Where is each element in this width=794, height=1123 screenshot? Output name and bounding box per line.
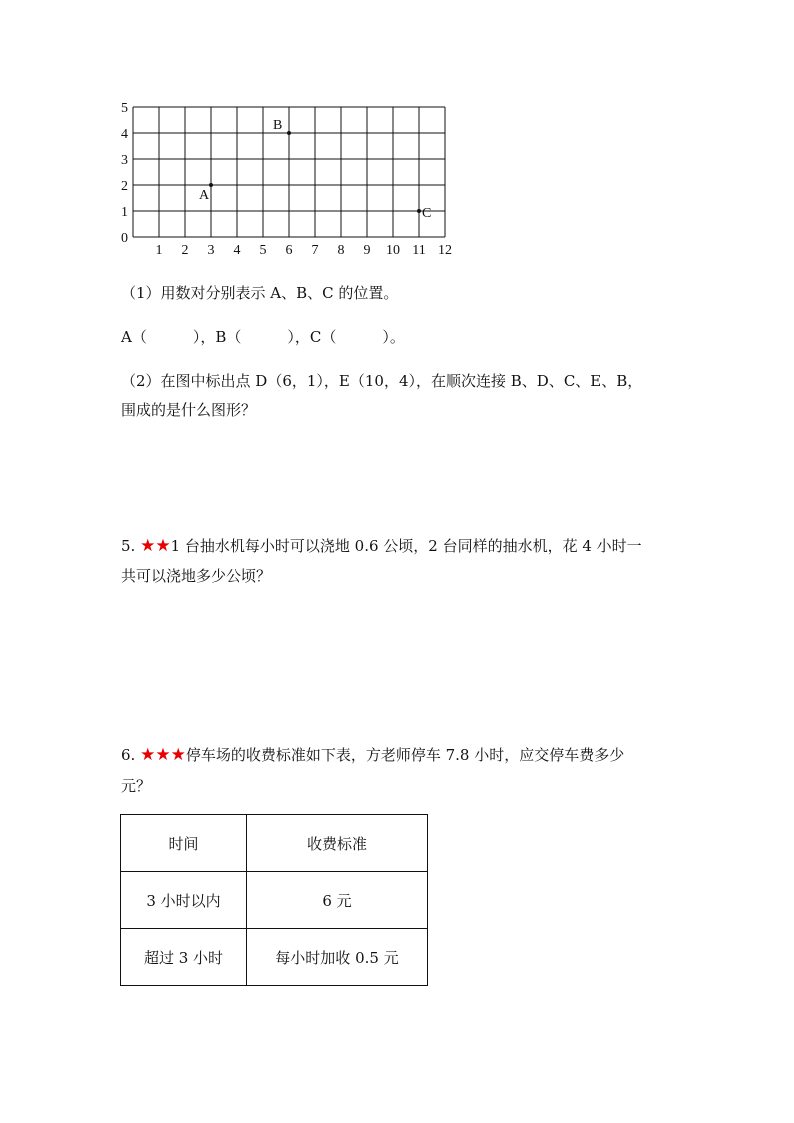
x-tick-label: 9 (363, 243, 371, 258)
grid-point-c (417, 209, 421, 213)
table-cell: 6 元 (247, 872, 428, 929)
x-tick-label: 12 (438, 243, 452, 258)
q5-line2: 共可以浇地多少公顷？ (121, 567, 272, 585)
table-header-cell: 收费标准 (247, 815, 428, 872)
q4-answer-line (121, 327, 405, 347)
x-tick-label: 10 (386, 243, 400, 258)
grid-point-label: C (422, 206, 432, 221)
q6-line2: 元？ (121, 777, 152, 795)
x-tick-label: 6 (285, 243, 293, 258)
q5-text-line1: 1 台抽水机每小时可以浇地 0.6 公顷，2 台同样的抽水机，花 4 小时一 (170, 537, 642, 555)
table-header-row (121, 815, 428, 872)
x-tick-label: 1 (155, 243, 163, 258)
q4-part2-line2: 围成的是什么图形？ (121, 401, 257, 419)
parking-fee-table (120, 814, 428, 986)
x-tick-label: 2 (181, 243, 189, 258)
q6-number: 6. (121, 746, 136, 764)
coordinate-grid-chart (112, 100, 462, 260)
table-header-cell: 时间 (121, 815, 247, 872)
x-tick-label: 8 (337, 243, 345, 258)
q4-part1-text: （1）用数对分别表示 A、B、C 的位置。 (121, 284, 399, 302)
x-tick-label: 11 (412, 243, 426, 258)
x-tick-label: 7 (311, 243, 319, 258)
table-row (121, 929, 428, 986)
grid-point-a (209, 183, 213, 187)
q5-difficulty-stars-icon: ★★ (140, 536, 171, 556)
table-row (121, 872, 428, 929)
grid-point-label: A (199, 188, 210, 203)
answer-b-label: ），B（ (192, 328, 242, 346)
y-tick-label: 2 (121, 179, 128, 194)
table-cell: 超过 3 小时 (121, 929, 247, 986)
q4-part2-line1: （2）在图中标出点 D（6，1），E（10，4），在顺次连接 B、D、C、E、B， (121, 372, 643, 390)
q5-number: 5. (121, 537, 136, 555)
grid-point-b (287, 131, 291, 135)
y-tick-label: 3 (121, 153, 128, 168)
x-tick-label: 5 (259, 243, 267, 258)
answer-a-label: A（ (121, 328, 147, 346)
answer-end-label: ）。 (382, 328, 405, 346)
table-cell: 每小时加收 0.5 元 (247, 929, 428, 986)
x-tick-label: 4 (233, 243, 241, 258)
q6-line1 (121, 745, 624, 765)
table-cell: 3 小时以内 (121, 872, 247, 929)
y-tick-label: 4 (121, 127, 128, 142)
y-tick-label: 1 (121, 205, 128, 220)
q5-line1 (121, 536, 642, 556)
grid-point-label: B (273, 118, 283, 133)
q6-text-line1: 停车场的收费标准如下表，方老师停车 7.8 小时，应交停车费多少 (185, 746, 625, 764)
answer-c-label: ），C（ (287, 328, 337, 346)
y-tick-label: 0 (121, 231, 128, 246)
y-tick-label: 5 (121, 101, 128, 116)
q6-difficulty-stars-icon: ★★★ (140, 745, 186, 765)
x-tick-label: 3 (207, 243, 215, 258)
